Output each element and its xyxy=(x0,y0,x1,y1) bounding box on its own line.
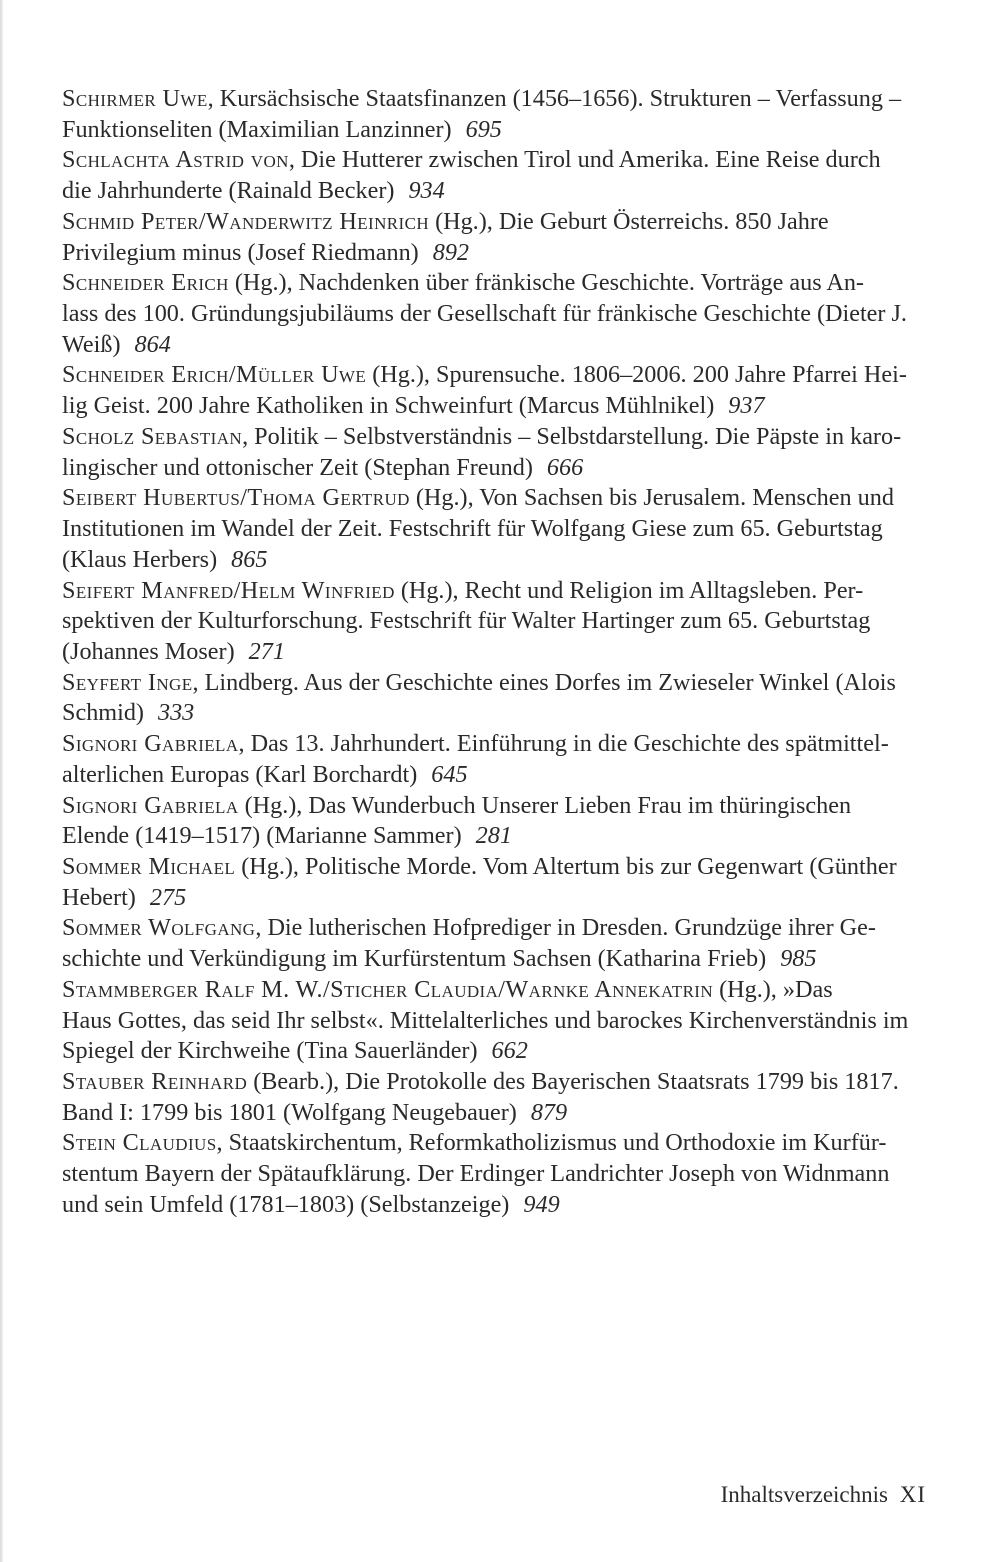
entry-line xyxy=(62,84,932,115)
entry-text: und sein Umfeld (1781–1803) (Selbstanzeige) xyxy=(62,1190,510,1218)
entry-line xyxy=(62,391,932,422)
entry-text: stentum Bayern der Spätaufklärung. Der Erdinger Landrichter Joseph von Widnmann xyxy=(62,1160,890,1188)
entry-page-number: 281 xyxy=(475,822,512,850)
entry-page-number: 645 xyxy=(431,760,468,788)
entry-page-number: 695 xyxy=(465,115,502,143)
entry-line xyxy=(62,576,932,607)
entry-line xyxy=(62,1159,932,1190)
entry-text: lass des 100. Gründungsjubiläums der Gesellschaft für fränkische Geschichte (Dieter J. xyxy=(62,300,907,328)
entry-line xyxy=(62,883,932,914)
entry-line xyxy=(62,483,932,514)
entry-page-number: 662 xyxy=(491,1037,528,1065)
entry-text: Band I: 1799 bis 1801 (Wolfgang Neugebauer) xyxy=(62,1098,517,1126)
index-entry xyxy=(62,852,932,913)
index-entry xyxy=(62,268,932,360)
entry-line xyxy=(62,299,932,330)
entry-line xyxy=(62,360,932,391)
entry-text: Elende (1419–1517) (Marianne Sammer) xyxy=(62,822,462,850)
entry-text: , Die lutherischen Hofprediger in Dresden. Grundzüge ihrer Ge- xyxy=(255,914,876,942)
entry-author: Stauber Reinhard xyxy=(62,1068,248,1095)
entry-page-number: 879 xyxy=(530,1098,568,1126)
entry-text: lig Geist. 200 Jahre Katholiken in Schweinfurt (Marcus Mühlnikel) xyxy=(62,392,715,420)
entry-author: Signori Gabriela xyxy=(62,791,239,819)
entry-line xyxy=(62,453,932,484)
entry-text: die Jahrhunderte (Rainald Becker) xyxy=(62,177,395,205)
entry-line xyxy=(62,145,932,176)
entry-author: Stammberger Ralf M. W./Sticher Claudia/Warnke Annekatrin xyxy=(62,975,714,1003)
index-entry xyxy=(62,207,932,268)
entry-text: Funktionseliten (Maximilian Lanzinner) xyxy=(62,115,452,143)
entry-line xyxy=(62,1006,932,1037)
entry-author: Sommer Michael xyxy=(62,852,236,880)
entry-author: Stein Claudius xyxy=(62,1129,217,1157)
index-entry xyxy=(62,1128,932,1220)
entry-page-number: 275 xyxy=(149,883,187,911)
entry-line xyxy=(62,729,932,760)
index-entry xyxy=(62,913,932,974)
entry-line xyxy=(62,268,932,299)
entry-text: , Die Hutterer zwischen Tirol und Amerika. Eine Reise durch xyxy=(288,146,881,174)
entry-author: Schirmer Uwe xyxy=(62,85,208,112)
entry-line xyxy=(62,1128,932,1159)
page-number: XI xyxy=(899,1482,926,1507)
entry-text: (Hg.), Recht und Religion im Alltagsleben. Per- xyxy=(394,576,864,604)
entry-author: Seifert Manfred/Helm Winfried xyxy=(62,576,395,604)
entry-text: (Bearb.), Die Protokolle des Bayerischen Staatsrats 1799 bis 1817. xyxy=(247,1068,899,1095)
entry-line xyxy=(62,606,932,637)
entry-author: Schmid Peter/Wanderwitz Heinrich xyxy=(62,207,430,235)
entry-text: (Hg.), »Das xyxy=(713,975,833,1003)
entry-page-number: 271 xyxy=(248,637,285,665)
page-edge xyxy=(0,0,3,1562)
running-footer xyxy=(721,1482,926,1508)
entry-text: , Lindberg. Aus der Geschichte eines Dorfes im Zwieseler Winkel (Alois xyxy=(192,668,896,696)
entry-page-number: 937 xyxy=(728,392,765,420)
entry-author: Scholz Sebastian xyxy=(62,422,243,450)
entry-text: Schmid) xyxy=(62,699,144,727)
entry-text: Institutionen im Wandel der Zeit. Festschrift für Wolfgang Giese zum 65. Geburtstag xyxy=(62,515,883,543)
entry-line xyxy=(62,791,932,822)
entry-line xyxy=(62,207,932,238)
entry-line xyxy=(62,637,932,668)
index-entry xyxy=(62,791,932,852)
entry-text: Privilegium minus (Josef Riedmann) xyxy=(62,238,419,266)
entry-text: Weiß) xyxy=(62,330,121,358)
entry-text: , Politik – Selbstverständnis – Selbstdarstellung. Die Päpste in karo- xyxy=(242,422,902,450)
entry-line xyxy=(62,975,932,1006)
index-entry xyxy=(62,145,932,206)
entry-text: (Hg.), Politische Morde. Vom Altertum bis zur Gegenwart (Günther xyxy=(235,852,897,880)
entry-line xyxy=(62,668,932,699)
entry-line xyxy=(62,238,932,269)
index-entry xyxy=(62,360,932,421)
entry-text: (Hg.), Spurensuche. 1806–2006. 200 Jahre Pfarrei Hei- xyxy=(366,361,907,389)
entry-line xyxy=(62,1067,932,1098)
entry-page-number: 865 xyxy=(231,545,268,573)
entry-line xyxy=(62,330,932,361)
entry-author: Seyfert Inge xyxy=(62,668,193,696)
entry-author: Schneider Erich xyxy=(62,269,229,297)
entry-text: (Klaus Herbers) xyxy=(62,545,218,573)
footer-title: Inhaltsverzeichnis xyxy=(720,1482,888,1507)
entry-line xyxy=(62,1190,932,1221)
entry-page-number: 985 xyxy=(780,945,817,973)
entry-text: schichte und Verkündigung im Kurfürstentum Sachsen (Katharina Frieb) xyxy=(62,945,767,973)
entry-text: , Das 13. Jahrhundert. Einführung in die Geschichte des spätmittel- xyxy=(238,730,889,758)
index-entry xyxy=(62,729,932,790)
index-entries xyxy=(62,84,932,1221)
entry-line xyxy=(62,176,932,207)
entry-author: Seibert Hubertus/Thoma Gertrud xyxy=(62,484,410,512)
index-entry xyxy=(62,483,932,575)
index-entry xyxy=(62,84,932,145)
entry-text: Hebert) xyxy=(62,883,136,911)
entry-line xyxy=(62,545,932,576)
entry-text: (Johannes Moser) xyxy=(62,637,235,665)
entry-author: Schneider Erich/Müller Uwe xyxy=(62,361,367,389)
entry-line xyxy=(62,422,932,453)
entry-line xyxy=(62,944,932,975)
entry-text: spektiven der Kulturforschung. Festschrift für Walter Hartinger zum 65. Geburtstag xyxy=(62,607,871,635)
entry-line xyxy=(62,760,932,791)
entry-text: Spiegel der Kirchweihe (Tina Sauerländer) xyxy=(62,1037,478,1065)
entry-line xyxy=(62,1098,932,1129)
entry-text: , Staatskirchentum, Reformkatholizismus und Orthodoxie im Kurfür- xyxy=(216,1129,887,1157)
entry-page-number: 949 xyxy=(523,1190,560,1218)
index-entry xyxy=(62,422,932,483)
entry-line xyxy=(62,852,932,883)
index-entry xyxy=(62,975,932,1067)
entry-author: Sommer Wolfgang xyxy=(62,914,256,942)
index-entry xyxy=(62,668,932,729)
entry-text: Haus Gottes, das seid Ihr selbst«. Mittelalterliches und barockes Kirchenverständnis im xyxy=(62,1006,909,1034)
entry-text: (Hg.), Von Sachsen bis Jerusalem. Menschen und xyxy=(409,484,894,512)
entry-text: (Hg.), Die Geburt Österreichs. 850 Jahre xyxy=(429,207,829,235)
index-entry xyxy=(62,576,932,668)
entry-line xyxy=(62,913,932,944)
entry-page-number: 892 xyxy=(432,238,470,266)
entry-line xyxy=(62,115,932,146)
entry-text: alterlichen Europas (Karl Borchardt) xyxy=(62,760,418,788)
entry-page-number: 333 xyxy=(157,699,195,727)
entry-text: , Kursächsische Staatsfinanzen (1456–1656). Strukturen – Verfassung – xyxy=(207,85,902,112)
entry-line xyxy=(62,698,932,729)
entry-line xyxy=(62,514,932,545)
entry-text: lingischer und ottonischer Zeit (Stephan Freund) xyxy=(62,453,533,481)
entry-line xyxy=(62,1036,932,1067)
index-entry xyxy=(62,1067,932,1128)
entry-line xyxy=(62,821,932,852)
entry-text: (Hg.), Nachdenken über fränkische Geschichte. Vorträge aus An- xyxy=(228,269,864,297)
entry-page-number: 934 xyxy=(408,177,445,205)
entry-text: (Hg.), Das Wunderbuch Unserer Lieben Frau im thüringischen xyxy=(238,791,852,819)
entry-page-number: 864 xyxy=(134,330,171,358)
entry-author: Signori Gabriela xyxy=(62,730,239,758)
entry-author: Schlachta Astrid von xyxy=(62,146,289,174)
entry-page-number: 666 xyxy=(546,453,584,481)
